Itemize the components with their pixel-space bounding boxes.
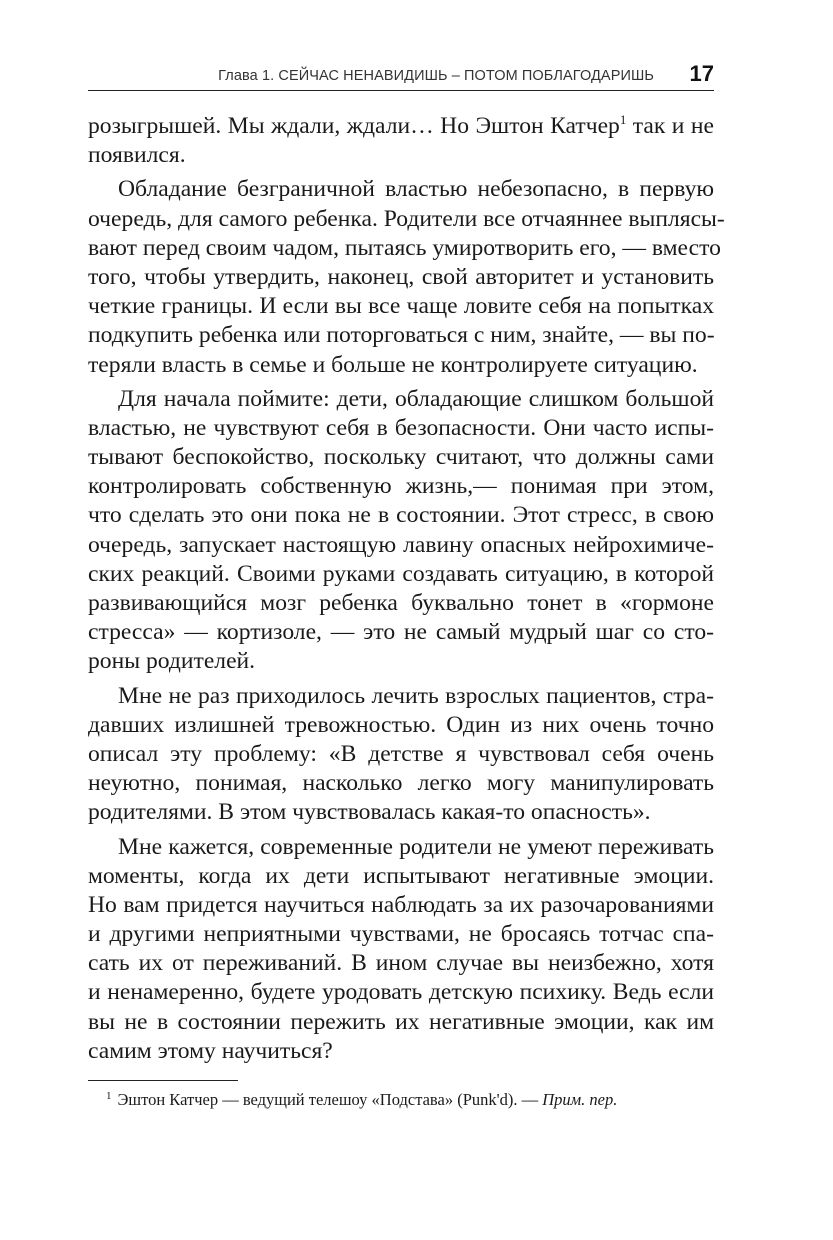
- text-line: того, чтобы утвердить, наконец, свой авторитет и установить: [88, 263, 714, 290]
- text-line: моменты, когда их дети испытывают негативные эмоции.: [88, 862, 714, 889]
- text-line: розыгрышей. Мы ждали, ждали… Но Эштон Катчер$^1$ так и не: [88, 112, 714, 139]
- text-line: появился.: [88, 142, 186, 169]
- text-line: вы не в состоянии пережить их негативные эмоции, как им: [88, 1008, 714, 1035]
- text-line: что сделать это они пока не в состоянии. Этот стресс, в свою: [88, 502, 714, 529]
- text-line: описал эту проблему: «В детстве я чувствовал себя очень: [88, 740, 714, 767]
- text-line: самим этому научиться?: [88, 1037, 333, 1064]
- text-line: давших излишней тревожностью. Один из них очень точно: [88, 711, 714, 738]
- text-line: развивающийся мозг ребенка буквально тонет в «гормоне: [88, 590, 714, 616]
- text-line: родителями. В этом чувствовалась какая-то опасность».: [88, 799, 651, 826]
- text-line: очередь, запускает настоящую лавину опасных нейрохимиче-: [88, 531, 714, 558]
- footnote-reference[interactable]: 1: [619, 112, 627, 127]
- text-line: и другими неприятными чувствами, не бросаясь тотчас спа-: [88, 921, 714, 948]
- text-line: четкие границы. И если вы все чаще ловите себя на попытках: [88, 293, 714, 320]
- text-line: Для начала поймите: дети, обладающие слишком большой: [118, 385, 714, 412]
- text-line: подкупить ребенка или поторговаться с ним, знайте, — вы по-: [88, 322, 715, 349]
- text-line: очередь, для самого ребенка. Родители все отчаяннее выплясы-: [88, 205, 725, 232]
- running-header: [88, 60, 714, 91]
- text-line: вают перед своим чадом, пытаясь умиротворить его, — вместо: [88, 234, 721, 261]
- footnote-number: 1: [106, 1090, 112, 1102]
- text-line: Мне кажется, современные родители не умеют переживать: [118, 833, 714, 860]
- footnote-note: Прим. пер.: [542, 1090, 618, 1109]
- text-line: Обладание безграничной властью небезопасно, в первую: [118, 176, 714, 203]
- text-line: роны родителей.: [88, 648, 256, 675]
- text-line: стресса» — кортизоле, — это не самый мудрый шаг со сто-: [88, 619, 714, 646]
- text-line: теряли власть в семье и больше не контролируете ситуацию.: [88, 351, 698, 378]
- text-line: и ненамеренно, будете уродовать детскую психику. Ведь если: [88, 979, 714, 1006]
- text-line: контролировать собственную жизнь,— понимая при этом,: [88, 473, 714, 500]
- footnote: [106, 1090, 617, 1110]
- text-line: ских реакций. Своими руками создавать ситуацию, в которой: [88, 560, 714, 587]
- running-title: Глава 1. СЕЙЧАС НЕНАВИДИШЬ – ПОТОМ ПОБЛАГОДАРИШЬ: [218, 68, 654, 84]
- footnote-text: Эштон Катчер — ведущий телешоу «Подстава» (Punk'd). —: [117, 1090, 543, 1109]
- text-line: властью, не чувствуют себя в безопасности. Они часто испы-: [88, 414, 714, 441]
- text-line: неуютно, понимая, насколько легко могу манипулировать: [88, 770, 714, 797]
- text-line: сать их от переживаний. В ином случае вы неизбежно, хотя: [88, 950, 714, 977]
- text-line: Мне не раз приходилось лечить взрослых пациентов, стра-: [118, 682, 714, 709]
- page-number: 17: [689, 61, 714, 86]
- text-line: Но вам придется научиться наблюдать за их разочарованиями: [88, 891, 714, 918]
- footnote-divider: [88, 1080, 238, 1081]
- body-text: [88, 112, 725, 1066]
- text-line: тывают беспокойство, поскольку считают, что должны сами: [88, 444, 714, 471]
